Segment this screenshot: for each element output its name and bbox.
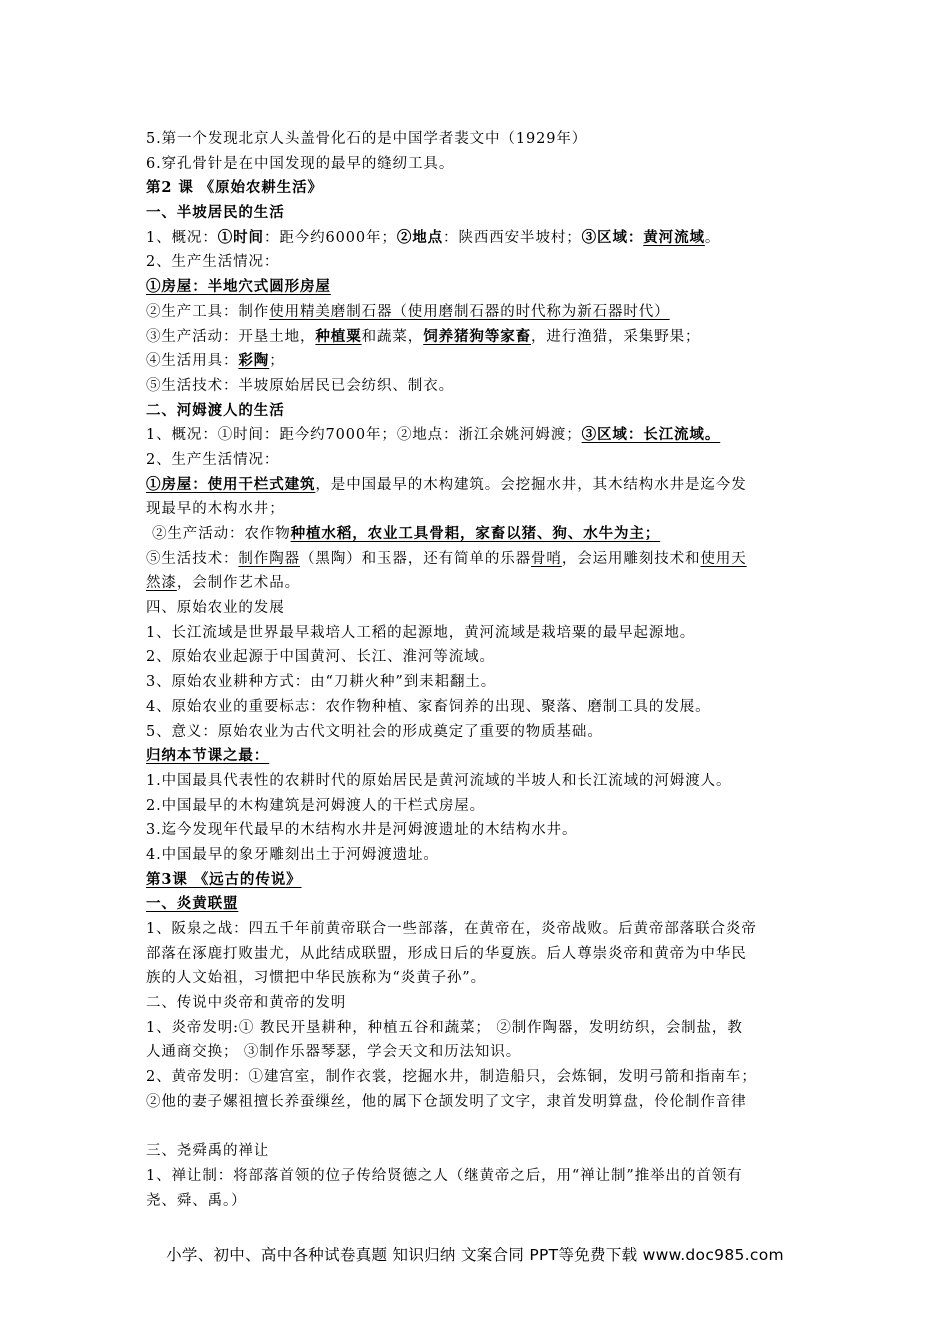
text-span: ②生产活动：农作物 xyxy=(152,526,291,542)
text-line: 3.迄今发现年代最早的木结构水井是河姆渡遗址的木结构水井。 xyxy=(146,822,578,839)
section-heading: 一、炎黄联盟 xyxy=(146,895,239,913)
underlined-span: 然漆 xyxy=(146,575,177,592)
text-line xyxy=(146,423,810,448)
text-span: ：陕西西安半坡村； xyxy=(443,229,582,246)
lesson-title: 第3课 《远古的传说》 xyxy=(146,870,302,888)
section-heading: 一、半坡居民的生活 xyxy=(146,204,285,222)
text-line xyxy=(146,300,810,325)
text-line: 部落在涿鹿打败蚩尤，从此结成联盟，形成日后的华夏族。后人尊崇炎帝和黄帝为中华民 xyxy=(146,945,747,962)
text-span: ； xyxy=(269,353,285,370)
blank-line xyxy=(146,1115,810,1140)
text-span: （黑陶）和玉器，还有简单的乐器 xyxy=(300,550,532,567)
underlined-span: 饲养猪狗等家畜 xyxy=(423,327,532,345)
text-span: ②生产工具：制作 xyxy=(146,303,270,320)
text-line: 1、长江流域是世界最早栽培人工稻的起源地，黄河流域是栽培粟的最早起源地。 xyxy=(146,624,696,641)
underlined-span: ①房屋：使用干栏式建筑 xyxy=(146,475,316,493)
document-page xyxy=(146,127,810,1213)
text-line xyxy=(146,325,810,350)
bold-span: ②地点 xyxy=(396,228,444,246)
text-line: ⑤生活技术：半坡原始居民已会纺织、制衣。 xyxy=(146,377,454,394)
text-line: ①房屋：半地穴式圆形房屋 xyxy=(146,278,331,296)
text-line: 2、黄帝发明：①建宫室，制作衣裳，挖掘水井，制造船只，会炼铜，发明弓箭和指南车； xyxy=(146,1069,757,1086)
text-span: ：距今约6000年； xyxy=(263,229,397,246)
text-span: 1、概况： xyxy=(146,229,218,246)
underlined-span: 彩陶 xyxy=(238,352,270,370)
section-heading: 四、原始农业的发展 xyxy=(146,600,285,617)
text-line: 4、原始农业的重要标志：农作物种植、家畜饲养的出现、聚落、磨制工具的发展。 xyxy=(146,698,711,715)
text-line: 族的人文始祖，习惯把中华民族称为“炎黄子孙”。 xyxy=(146,970,487,987)
underlined-span: 种植水稻，农业工具骨耜，家畜以猪、狗、水牛为主； xyxy=(290,525,661,542)
text-span: ，会制作艺术品。 xyxy=(176,575,301,592)
text-line: 4.中国最早的象牙雕刻出土于河姆渡遗址。 xyxy=(146,846,439,863)
underlined-span: ③区域：长江流域。 xyxy=(581,426,721,444)
text-span: ③生产活动：开垦土地， xyxy=(146,328,316,345)
text-line: 1、禅让制：将部落首领的位子传给贤德之人（继黄帝之后，用“禅让制”推举出的首领有 xyxy=(146,1167,743,1184)
underlined-span: 种植粟 xyxy=(315,327,362,345)
text-line: 现最早的木构水井； xyxy=(146,501,285,518)
lesson-title: 第2 课 《原始农耕生活》 xyxy=(146,179,323,197)
text-line: 1、阪泉之战：四五千年前黄帝联合一些部落，在黄帝在，炎帝战败。后黄帝部落联合炎帝 xyxy=(146,921,757,937)
text-span: 1、概况：①时间：距今约7000年；②地点：浙江余姚河姆渡； xyxy=(146,427,582,444)
text-line: 1、炎帝发明:① 教民开垦耕种，种植五谷和蔬菜； ②制作陶器，发明纺织，会制盐，教 xyxy=(146,1019,743,1036)
text-line: 2、生产生活情况： xyxy=(146,451,280,468)
text-line xyxy=(146,473,810,498)
section-heading: 二、传说中炎帝和黄帝的发明 xyxy=(146,995,347,1012)
text-line: 6.穿孔骨针是在中国发现的最早的缝纫工具。 xyxy=(146,155,455,172)
text-span: ，进行渔猎，采集野果； xyxy=(531,328,701,345)
section-heading: 二、河姆渡人的生活 xyxy=(146,401,285,419)
text-line: 2、生产生活情况： xyxy=(146,254,280,271)
text-line xyxy=(146,571,810,596)
text-line: 尧、舜、禹。） xyxy=(146,1192,247,1209)
text-span: ，会运用雕刻技术和 xyxy=(561,550,701,567)
underlined-span: 使用精美磨制石器（使用磨制石器的时代称为新石器时代） xyxy=(269,303,670,320)
text-line: 1.中国最具代表性的农耕时代的原始居民是黄河流域的半坡人和长江流域的河姆渡人。 xyxy=(146,772,732,789)
text-span: 和蔬菜， xyxy=(361,328,424,345)
underlined-span: 骨哨 xyxy=(531,550,562,567)
underlined-span: 使用天 xyxy=(700,550,747,567)
underlined-span: 黄河流域 xyxy=(643,228,705,246)
text-line: ②他的妻子嫘祖擅长养蚕缫丝，他的属下仓颉发明了文字，隶首发明算盘，伶伦制作音律 xyxy=(146,1093,747,1110)
underlined-span: 制作陶器 xyxy=(238,550,301,567)
text-line: 3、原始农业耕种方式：由“刀耕火种”到耒耜翻土。 xyxy=(146,674,497,691)
bold-span: ③区域： xyxy=(581,228,644,246)
text-line xyxy=(146,226,810,251)
text-line: 2、原始农业起源于中国黄河、长江、淮河等流域。 xyxy=(146,649,495,666)
text-line xyxy=(146,349,810,374)
footer-banner: 小学、初中、高中各种试卷真题 知识归纳 文案合同 PPT等免费下载 www.doc985.com xyxy=(166,1246,784,1264)
text-line xyxy=(146,547,810,572)
bold-span: ①时间 xyxy=(217,228,264,246)
text-span: ，是中国最早的木构建筑。会挖掘水井，其木结构水井是迄今发 xyxy=(315,476,747,493)
text-span: ④生活用具： xyxy=(146,353,239,370)
text-span: 。 xyxy=(704,229,721,246)
text-line: 5、意义：原始农业为古代文明社会的形成奠定了重要的物质基础。 xyxy=(146,723,603,740)
text-line: 2.中国最早的木构建筑是河姆渡人的干栏式房屋。 xyxy=(146,797,486,814)
section-heading: 归纳本节课之最： xyxy=(146,747,270,765)
text-line: 5.第一个发现北京人头盖骨化石的是中国学者裴文中（1929年） xyxy=(146,131,588,147)
text-span: ⑤生活技术： xyxy=(146,550,239,567)
section-heading: 三、尧舜禹的禅让 xyxy=(146,1143,270,1160)
text-line: 人通商交换； ③制作乐器琴瑟，学会天文和历法知识。 xyxy=(146,1044,522,1061)
text-line xyxy=(146,522,810,547)
